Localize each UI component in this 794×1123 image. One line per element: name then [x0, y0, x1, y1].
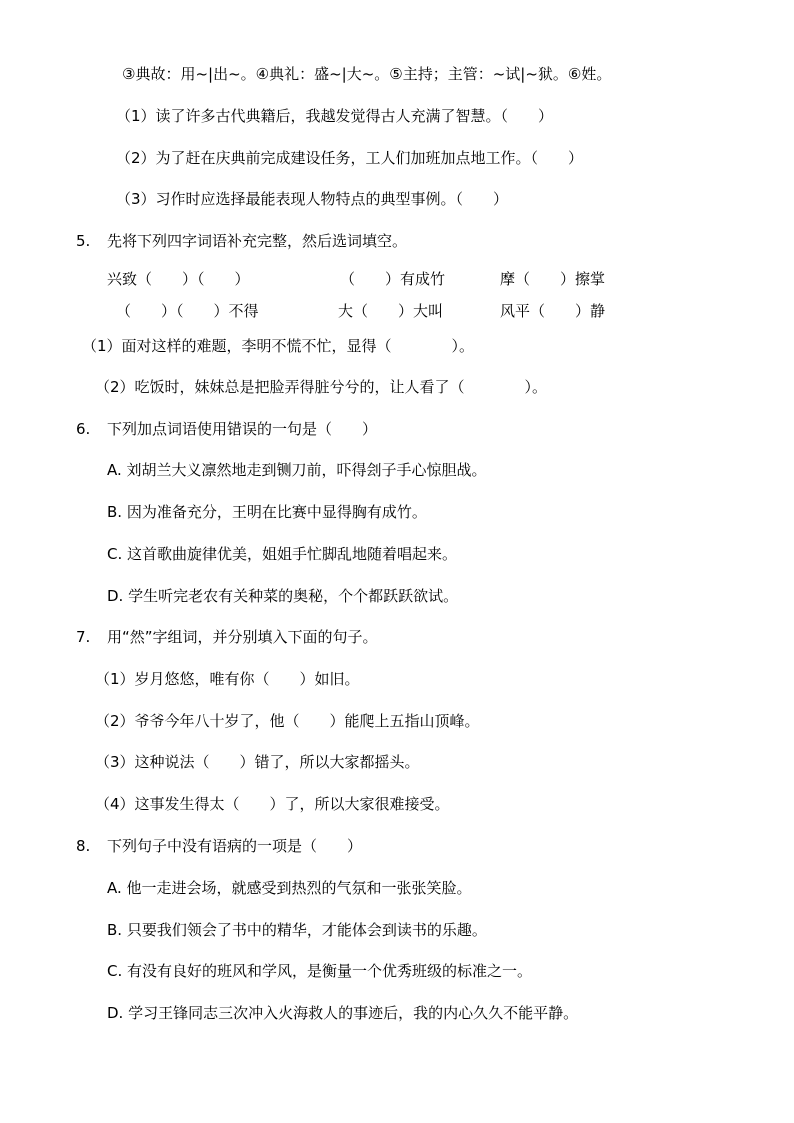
q5-item-2: （2）吃饭时，妹妹总是把脸弄得脏兮兮的，让人看了（ ）。 [95, 378, 548, 396]
q6-option-d: D. 学生听完老农有关种菜的奥秘，个个都跃跃欲试。 [107, 587, 459, 605]
q8-option-c: C. 有没有良好的班风和学风，是衡量一个优秀班级的标准之一。 [107, 962, 533, 980]
q5-stem: 先将下列四字词语补充完整，然后选词填空。 [107, 232, 408, 250]
q5-idiom-4: （ ）（ ）不得 [116, 302, 259, 320]
q5-idiom-5: 大（ ）大叫 [338, 302, 444, 320]
q4-meanings: ③典故：用~|出~。④典礼：盛~|大~。⑤主持；主管：~试|~狱。⑥姓。 [122, 65, 612, 83]
q6-stem: 下列加点词语使用错误的一句是（ ） [107, 420, 378, 438]
q6-option-b: B. 因为准备充分，王明在比赛中显得胸有成竹。 [107, 503, 427, 521]
q5-item-1: （1）面对这样的难题，李明不慌不忙，显得（ ）。 [82, 337, 475, 355]
q4-item-3: （3）习作时应选择最能表现人物特点的典型事例。（ ） [116, 190, 509, 208]
q7-item-2: （2）爷爷今年八十岁了，他（ ）能爬上五指山顶峰。 [95, 712, 480, 730]
q5-number: 5. [76, 232, 91, 250]
q5-idiom-2: （ ）有成竹 [340, 270, 446, 288]
q4-item-1: （1）读了许多古代典籍后，我越发觉得古人充满了智慧。（ ） [116, 107, 554, 125]
q4-item-2: （2）为了赶在庆典前完成建设任务，工人们加班加点地工作。（ ） [116, 149, 584, 167]
q5-idiom-3: 摩（ ）擦掌 [500, 270, 606, 288]
q8-option-b: B. 只要我们领会了书中的精华，才能体会到读书的乐趣。 [107, 921, 487, 939]
q6-option-c: C. 这首歌曲旋律优美，姐姐手忙脚乱地随着唱起来。 [107, 545, 458, 563]
q7-stem: 用“然”字组词，并分别填入下面的句子。 [107, 628, 378, 646]
q6-option-a: A. 刘胡兰大义凛然地走到铡刀前，吓得刽子手心惊胆战。 [107, 461, 487, 479]
q5-idiom-1: 兴致（ ）（ ） [107, 270, 250, 288]
q7-number: 7. [76, 628, 91, 646]
q7-item-3: （3）这种说法（ ）错了，所以大家都摇头。 [95, 753, 420, 771]
q7-item-4: （4）这事发生得太（ ）了，所以大家很难接受。 [95, 795, 450, 813]
q5-idiom-6: 风平（ ）静 [500, 302, 606, 320]
q6-number: 6. [76, 420, 91, 438]
q8-option-a: A. 他一走进会场，就感受到热烈的气氛和一张张笑脸。 [107, 879, 472, 897]
q8-number: 8. [76, 837, 91, 855]
q8-option-d: D. 学习王锋同志三次冲入火海救人的事迹后，我的内心久久不能平静。 [107, 1004, 579, 1022]
q8-stem: 下列句子中没有语病的一项是（ ） [107, 837, 363, 855]
q7-item-1: （1）岁月悠悠，唯有你（ ）如旧。 [95, 670, 360, 688]
